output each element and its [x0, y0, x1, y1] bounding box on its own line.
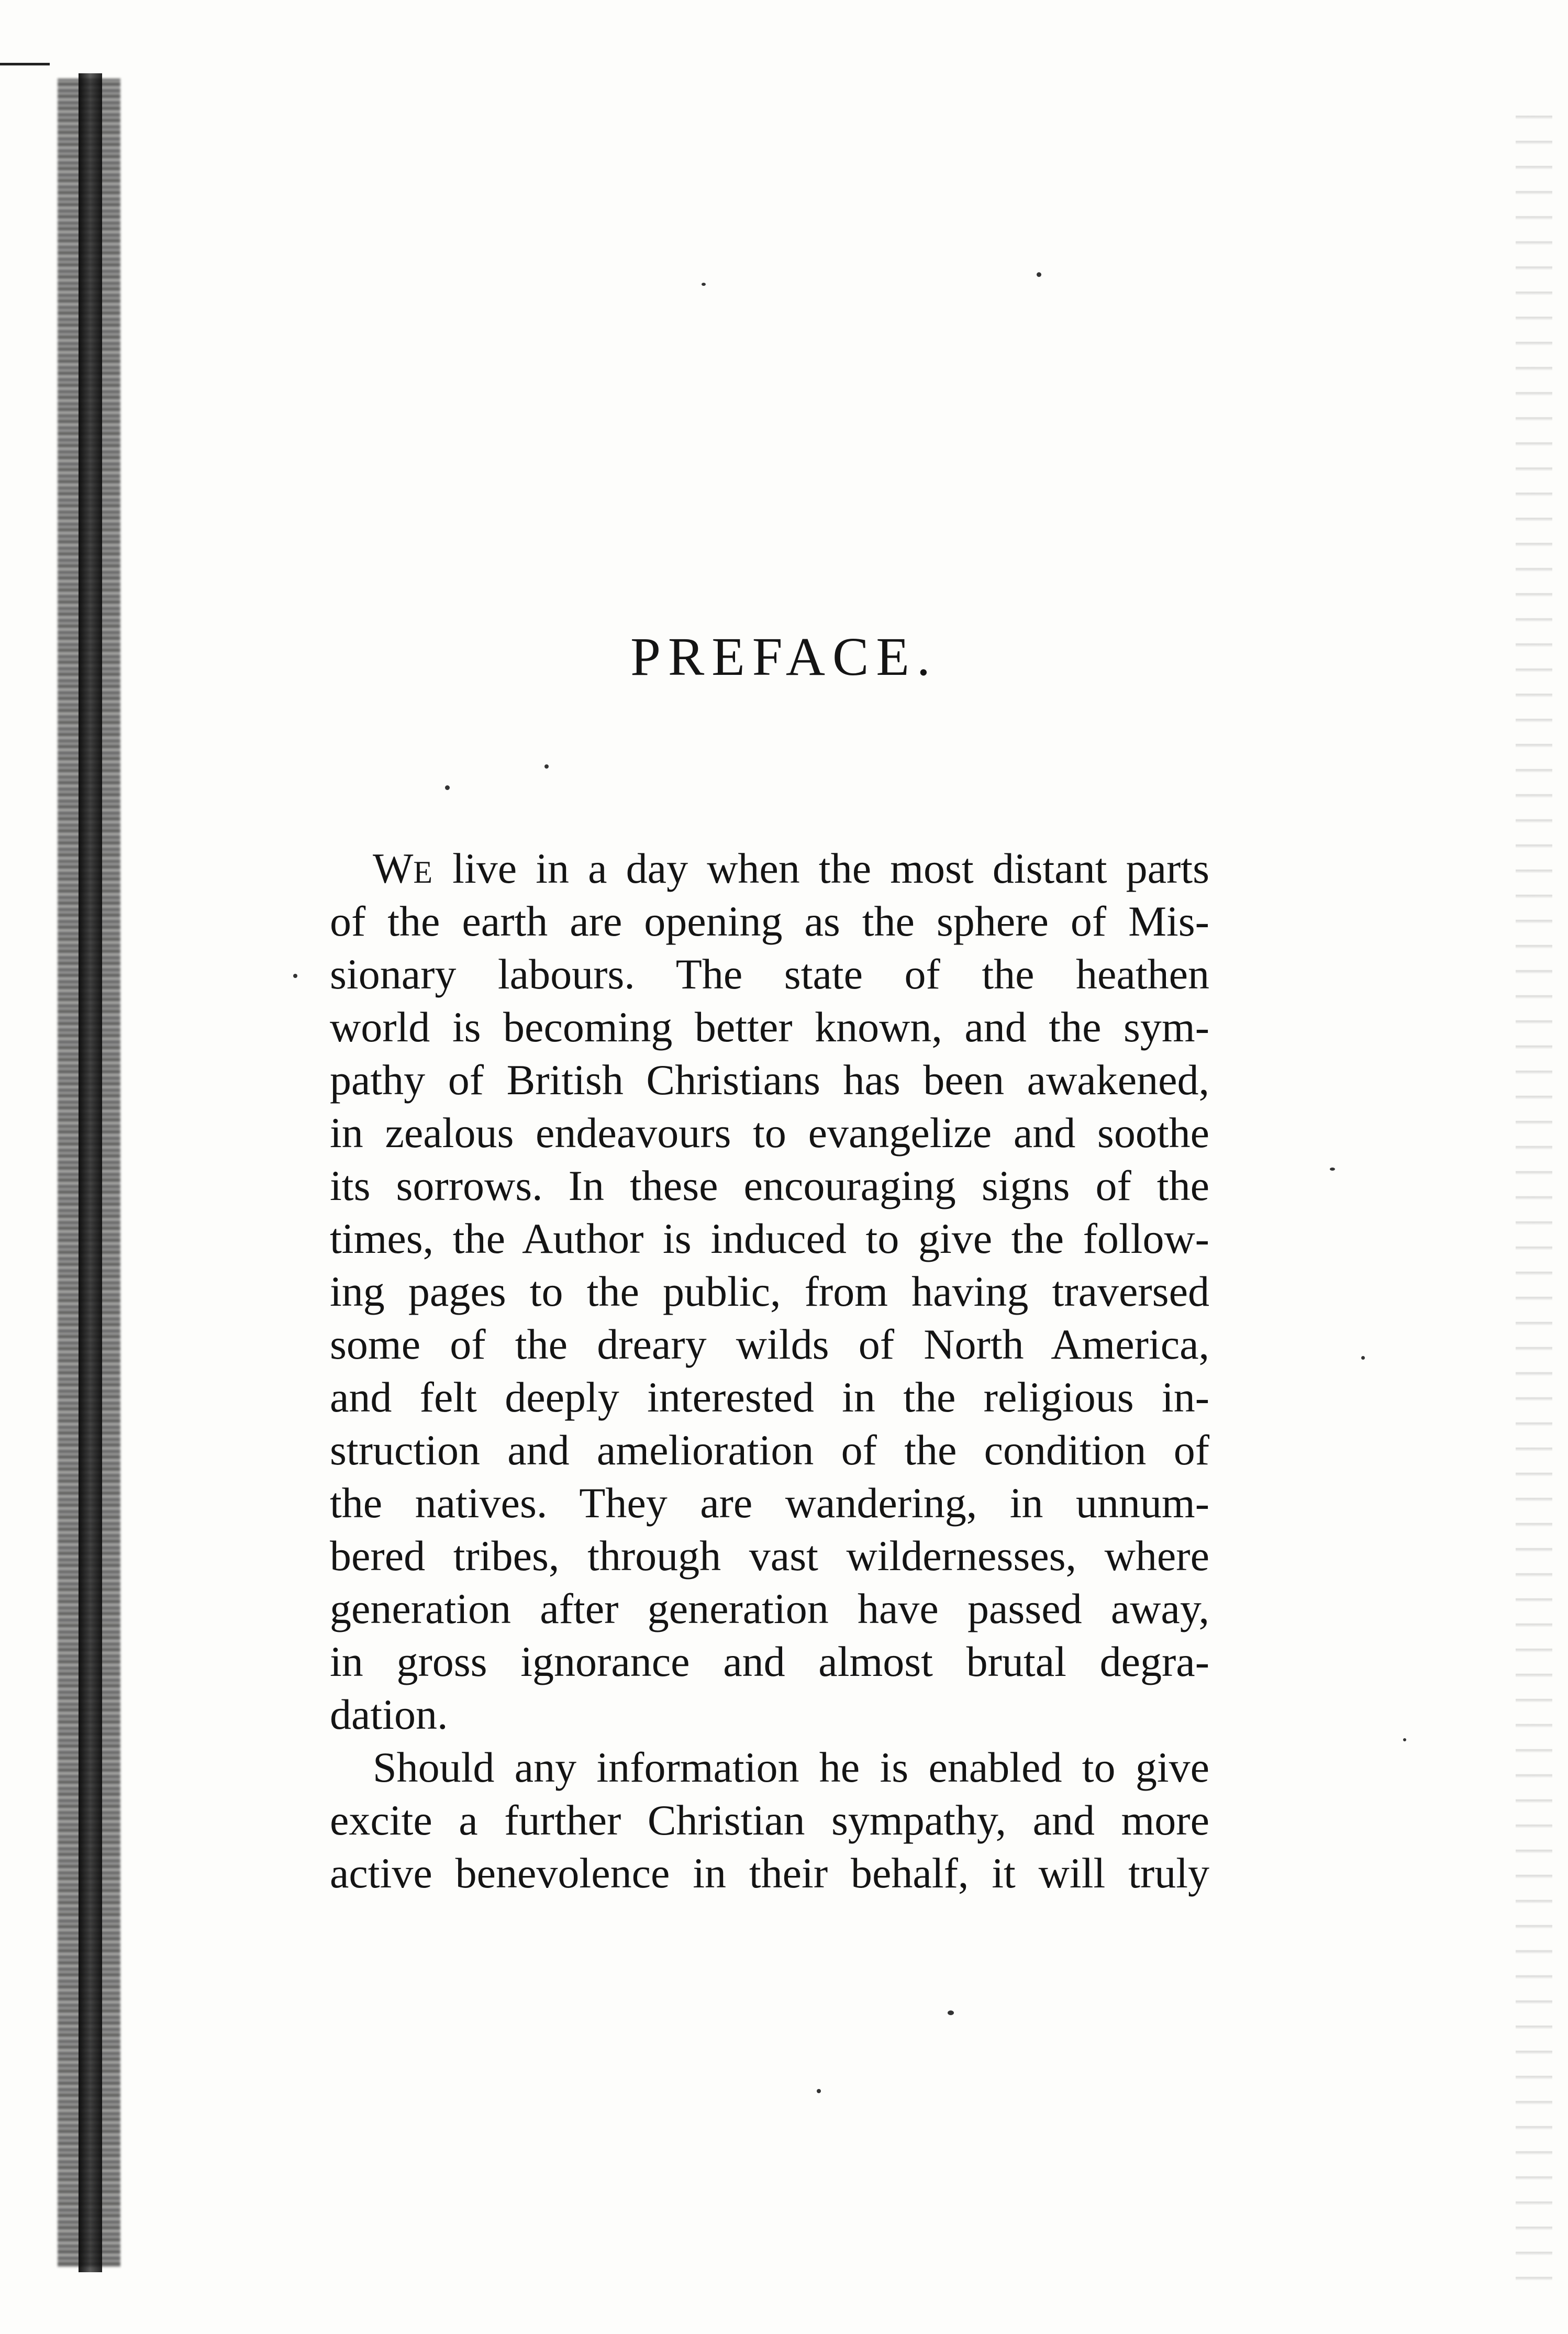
ink-speck	[817, 2089, 821, 2093]
text-line: of the earth are opening as the sphere of Mis-	[330, 897, 1209, 945]
text-line: times, the Author is induced to give the follow-	[330, 1215, 1209, 1262]
text-line: some of the dreary wilds of North America,	[330, 1320, 1209, 1368]
text-line: bered tribes, through vast wildernesses, where	[330, 1532, 1209, 1580]
ink-speck	[293, 974, 297, 978]
first-word-small-caps: E	[413, 855, 434, 890]
text-line: world is becoming better known, and the sym-	[330, 1003, 1209, 1051]
text-line: struction and amelioration of the condition of	[330, 1426, 1209, 1474]
ink-speck	[948, 2010, 954, 2015]
ink-speck	[1330, 1168, 1335, 1171]
text-line	[330, 842, 1209, 895]
binding-edge-mark	[0, 63, 50, 65]
ink-speck	[445, 785, 450, 790]
text-line: dation.	[330, 1691, 448, 1738]
text-line: Should any information he is enabled to give	[373, 1743, 1209, 1791]
ink-speck	[702, 283, 706, 286]
text-line: its sorrows. In these encouraging signs of the	[330, 1162, 1209, 1209]
text-line: generation after generation have passed away,	[330, 1585, 1209, 1632]
binding-spine	[79, 73, 102, 2272]
text-line: in zealous endeavours to evangelize and soothe	[330, 1109, 1209, 1157]
ink-speck	[1037, 272, 1041, 277]
text-line: active benevolence in their behalf, it will truly	[330, 1849, 1209, 1897]
first-word-initial: W	[373, 844, 414, 892]
text-line: in gross ignorance and almost brutal degra-	[330, 1638, 1209, 1685]
text-line: and felt deeply interested in the religious in-	[330, 1373, 1209, 1421]
text-line: the natives. They are wandering, in unnum-	[330, 1479, 1209, 1527]
text-line: excite a further Christian sympathy, and more	[330, 1796, 1209, 1844]
page-edge-specks	[1516, 94, 1552, 2293]
ink-speck	[1361, 1356, 1365, 1360]
text-line: pathy of British Christians has been awakened,	[330, 1056, 1209, 1104]
text-line: ing pages to the public, from having traversed	[330, 1268, 1209, 1315]
ink-speck	[1403, 1738, 1406, 1741]
preface-body	[330, 842, 1209, 1899]
text-line-content: live in a day when the most distant parts	[433, 844, 1209, 892]
ink-speck	[544, 764, 549, 769]
text-line: sionary labours. The state of the heathen	[330, 950, 1209, 998]
page-title: PREFACE.	[630, 627, 938, 687]
